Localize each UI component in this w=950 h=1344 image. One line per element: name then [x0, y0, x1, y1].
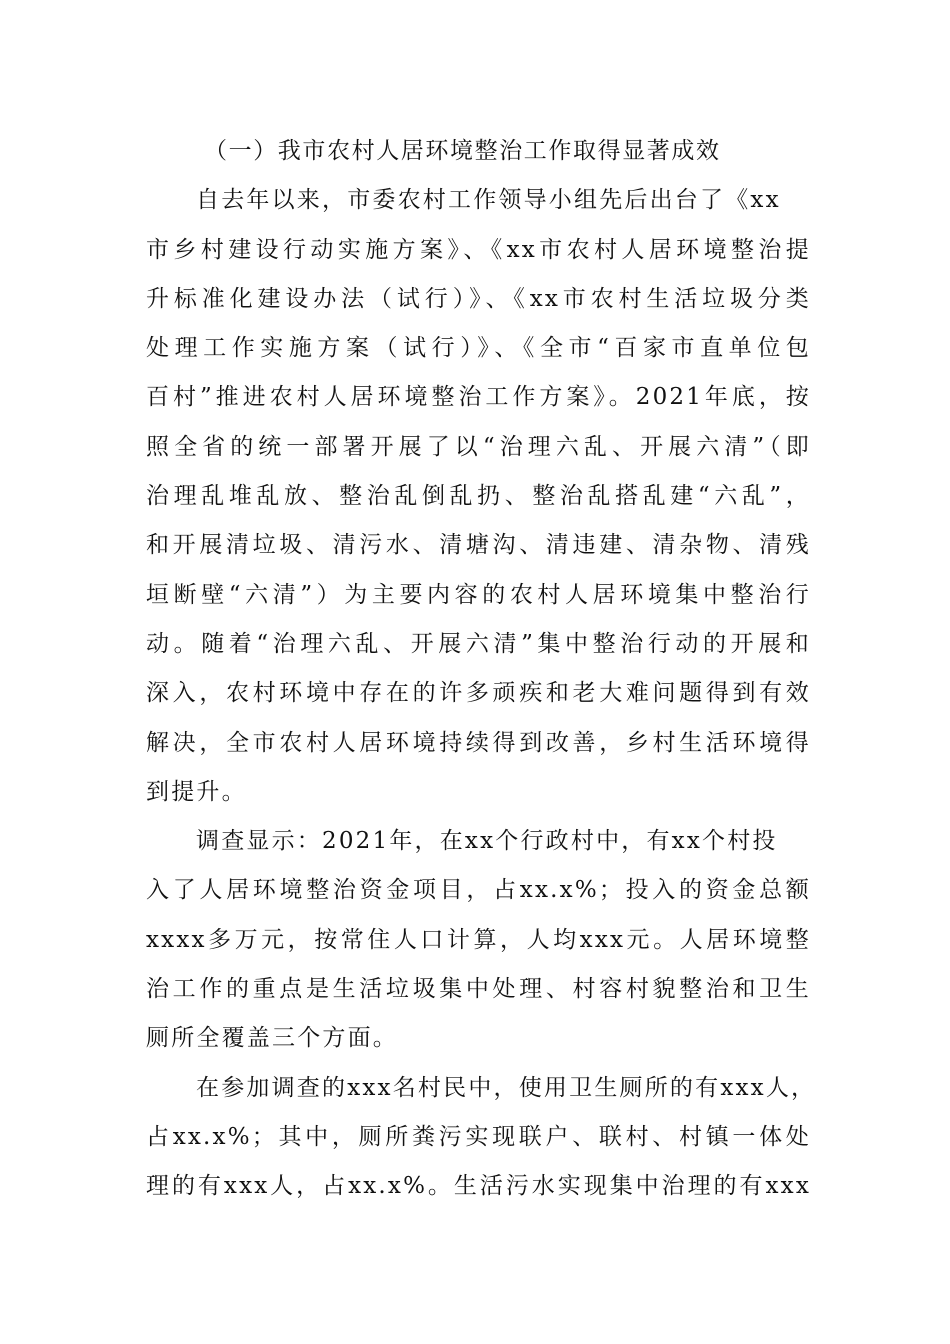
paragraph-1-line: 动。随着“治理六乱、开展六清”集中整治行动的开展和	[146, 630, 811, 657]
paragraph-3-line: 占xx.x%；其中，厕所粪污实现联户、联村、村镇一体处	[146, 1123, 811, 1150]
paragraph-2-line: 调查显示：2021年，在xx个行政村中，有xx个村投	[196, 828, 778, 855]
paragraph-1-line: 升标准化建设办法（试行）》、《xx市农村生活垃圾分类	[146, 285, 811, 312]
paragraph-1-line: 照全省的统一部署开展了以“治理六乱、开展六清”（即	[146, 433, 811, 460]
paragraph-2-line: 入了人居环境整治资金项目，占xx.x%；投入的资金总额	[146, 877, 811, 904]
paragraph-1-line: 到提升。	[146, 778, 247, 805]
paragraph-1-line: 深入，农村环境中存在的许多顽疾和老大难问题得到有效	[146, 680, 811, 707]
paragraph-1-line: 市乡村建设行动实施方案》、《xx市农村人居环境整治提	[146, 236, 811, 263]
paragraph-1-line: 自去年以来，市委农村工作领导小组先后出台了《xx	[196, 187, 781, 214]
paragraph-1-line: 处理工作实施方案（试行）》、《全市“百家市直单位包	[146, 335, 811, 362]
paragraph-2-line: 治工作的重点是生活垃圾集中处理、村容村貌整治和卫生	[146, 976, 811, 1003]
paragraph-2-line: xxxx多万元，按常住人口计算，人均xxx元。人居环境整	[146, 926, 811, 953]
paragraph-1-line: 百村”推进农村人居环境整治工作方案》。2021年底，按	[146, 384, 811, 411]
section-heading: （一）我市农村人居环境整治工作取得显著成效	[204, 138, 721, 164]
paragraph-1-line: 解决，全市农村人居环境持续得到改善，乡村生活环境得	[146, 729, 811, 756]
paragraph-3-line: 理的有xxx人，占xx.x%。生活污水实现集中治理的有xxx	[146, 1173, 811, 1200]
paragraph-3-line: 在参加调查的xxx名村民中，使用卫生厕所的有xxx人，	[196, 1074, 817, 1101]
document-body	[146, 127, 817, 1212]
paragraph-2-line: 厕所全覆盖三个方面。	[146, 1025, 398, 1052]
paragraph-1-line: 和开展清垃圾、清污水、清塘沟、清违建、清杂物、清残	[146, 532, 811, 559]
paragraph-1-line: 治理乱堆乱放、整治乱倒乱扔、整治乱搭乱建“六乱”，	[146, 483, 811, 510]
paragraph-1-line: 垣断壁“六清”）为主要内容的农村人居环境集中整治行	[146, 581, 811, 608]
